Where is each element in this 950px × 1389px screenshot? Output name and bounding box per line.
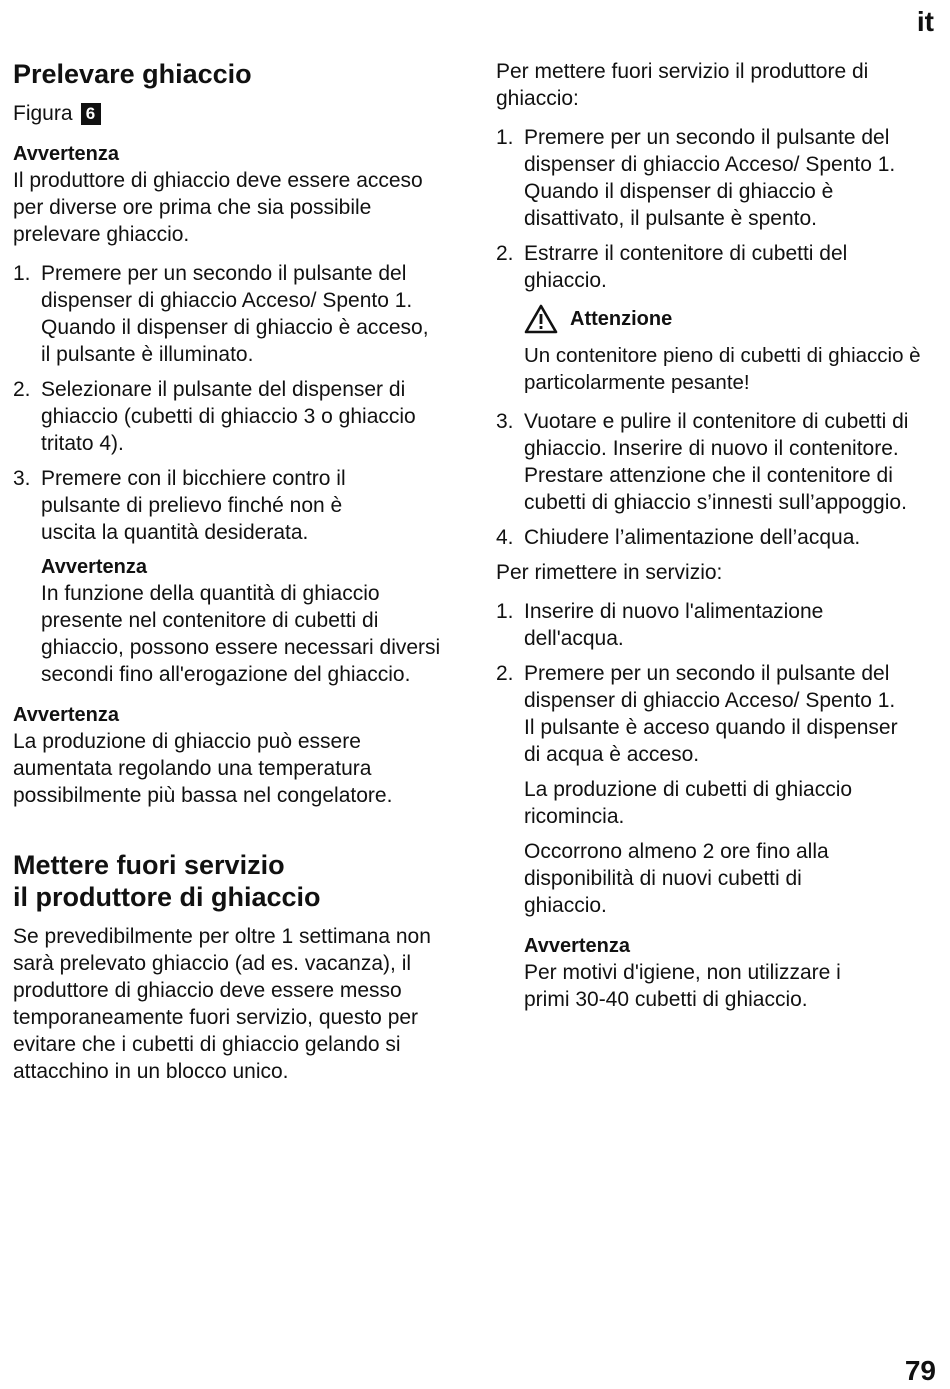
step-number: 2. — [496, 662, 514, 685]
note-title: Avvertenza — [41, 556, 147, 578]
list-item — [496, 598, 916, 652]
note-title: Avvertenza — [524, 935, 630, 957]
language-tag: it — [916, 6, 934, 37]
list-item — [496, 124, 916, 232]
caution-heading — [524, 304, 936, 334]
list-item — [13, 376, 443, 457]
step-text: Premere per un secondo il pulsante del dispenser di ghiaccio Acceso/ Spento 1. Quando il dispenser di ghiaccio è disattivato, il pulsante è spento. — [524, 126, 896, 230]
list-item — [496, 524, 936, 551]
note-title: Avvertenza — [13, 143, 119, 165]
step-number: 4. — [496, 526, 514, 549]
steps-list — [496, 124, 916, 294]
step-number: 1. — [13, 262, 31, 285]
step-number: 1. — [496, 126, 514, 149]
list-item — [13, 260, 443, 368]
steps-list — [496, 598, 916, 768]
step-number: 2. — [13, 378, 31, 401]
left-column — [13, 58, 468, 1085]
steps-list — [13, 260, 443, 546]
note-text: La produzione di ghiaccio può essere aumentata regolando una temperatura possibilmente più bassa nel congelatore. — [13, 730, 393, 807]
body-paragraph: Se prevedibilmente per oltre 1 settimana non sarà prelevato ghiaccio (ad es. vacanza), il produttore di ghiaccio deve essere messo temporaneamente fuori servizio, questo per evitare che i cubetti di ghiaccio gelando si attacchino in un blocco unico. — [13, 925, 431, 1083]
caution-text: Un contenitore pieno di cubetti di ghiaccio è particolarmente pesante! — [524, 344, 921, 394]
section-heading-mettere — [13, 849, 468, 913]
step-text: Chiudere l’alimentazione dell’acqua. — [524, 526, 861, 549]
note-text: Il produttore di ghiaccio deve essere acceso per diverse ore prima che sia possibile prelevare ghiaccio. — [13, 169, 423, 246]
figure-reference — [13, 100, 468, 127]
step-text: Premere con il bicchiere contro il pulsante di prelievo finché non è uscita la quantità desiderata. — [41, 467, 346, 544]
step-text: Premere per un secondo il pulsante del dispenser di ghiaccio Acceso/ Spento 1. Quando il dispenser di ghiaccio è acceso, il pulsante è illuminato. — [41, 262, 429, 366]
caution-title: Attenzione — [570, 308, 673, 330]
step-number: 3. — [496, 410, 514, 433]
step-number: 2. — [496, 242, 514, 265]
note-text: In funzione della quantità di ghiaccio presente nel contenitore di cubetti di ghiaccio, possono essere necessari diversi secondi fino all'erogazione del ghiaccio. — [41, 582, 441, 686]
section-heading-prelevare: Prelevare ghiaccio — [13, 59, 252, 89]
intro-text: Per rimettere in servizio: — [496, 561, 723, 584]
step-number: 3. — [13, 467, 31, 490]
step-text: Vuotare e pulire il contenitore di cubetti di ghiaccio. Inserire di nuovo il contenitore. Prestare attenzione che il contenitore di cubetti di ghiaccio s’innesti sull’appoggio. — [524, 410, 909, 514]
heading-line: il produttore di ghiaccio — [13, 882, 321, 912]
step-text: Inserire di nuovo l'alimentazione dell'acqua. — [524, 600, 824, 650]
list-item — [496, 660, 916, 768]
warning-triangle-icon — [524, 304, 558, 334]
step-number: 1. — [496, 600, 514, 623]
steps-list — [496, 408, 936, 551]
list-item — [496, 408, 936, 516]
intro-text: Per mettere fuori servizio il produttore di ghiaccio: — [496, 60, 869, 110]
page-number: 79 — [904, 1355, 936, 1386]
step-text: Premere per un secondo il pulsante del dispenser di ghiaccio Acceso/ Spento 1. Il pulsante è acceso quando il dispenser di acqua è acceso. — [524, 662, 898, 766]
figure-number-badge: 6 — [81, 103, 101, 125]
figure-label: Figura — [13, 102, 73, 125]
list-item — [13, 465, 443, 546]
right-column — [496, 58, 936, 1013]
sub-paragraph: La produzione di cubetti di ghiaccio ricomincia. — [524, 778, 853, 828]
note-text: Per motivi d'igiene, non utilizzare i primi 30-40 cubetti di ghiaccio. — [524, 961, 841, 1011]
note-title: Avvertenza — [13, 704, 119, 726]
list-item — [496, 240, 916, 294]
step-text: Selezionare il pulsante del dispenser di ghiaccio (cubetti di ghiaccio 3 o ghiaccio tritato 4). — [41, 378, 416, 455]
sub-paragraph: Occorrono almeno 2 ore fino alla disponibilità di nuovi cubetti di ghiaccio. — [524, 840, 829, 917]
step-text: Estrarre il contenitore di cubetti del ghiaccio. — [524, 242, 848, 292]
heading-line: Mettere fuori servizio — [13, 850, 285, 880]
